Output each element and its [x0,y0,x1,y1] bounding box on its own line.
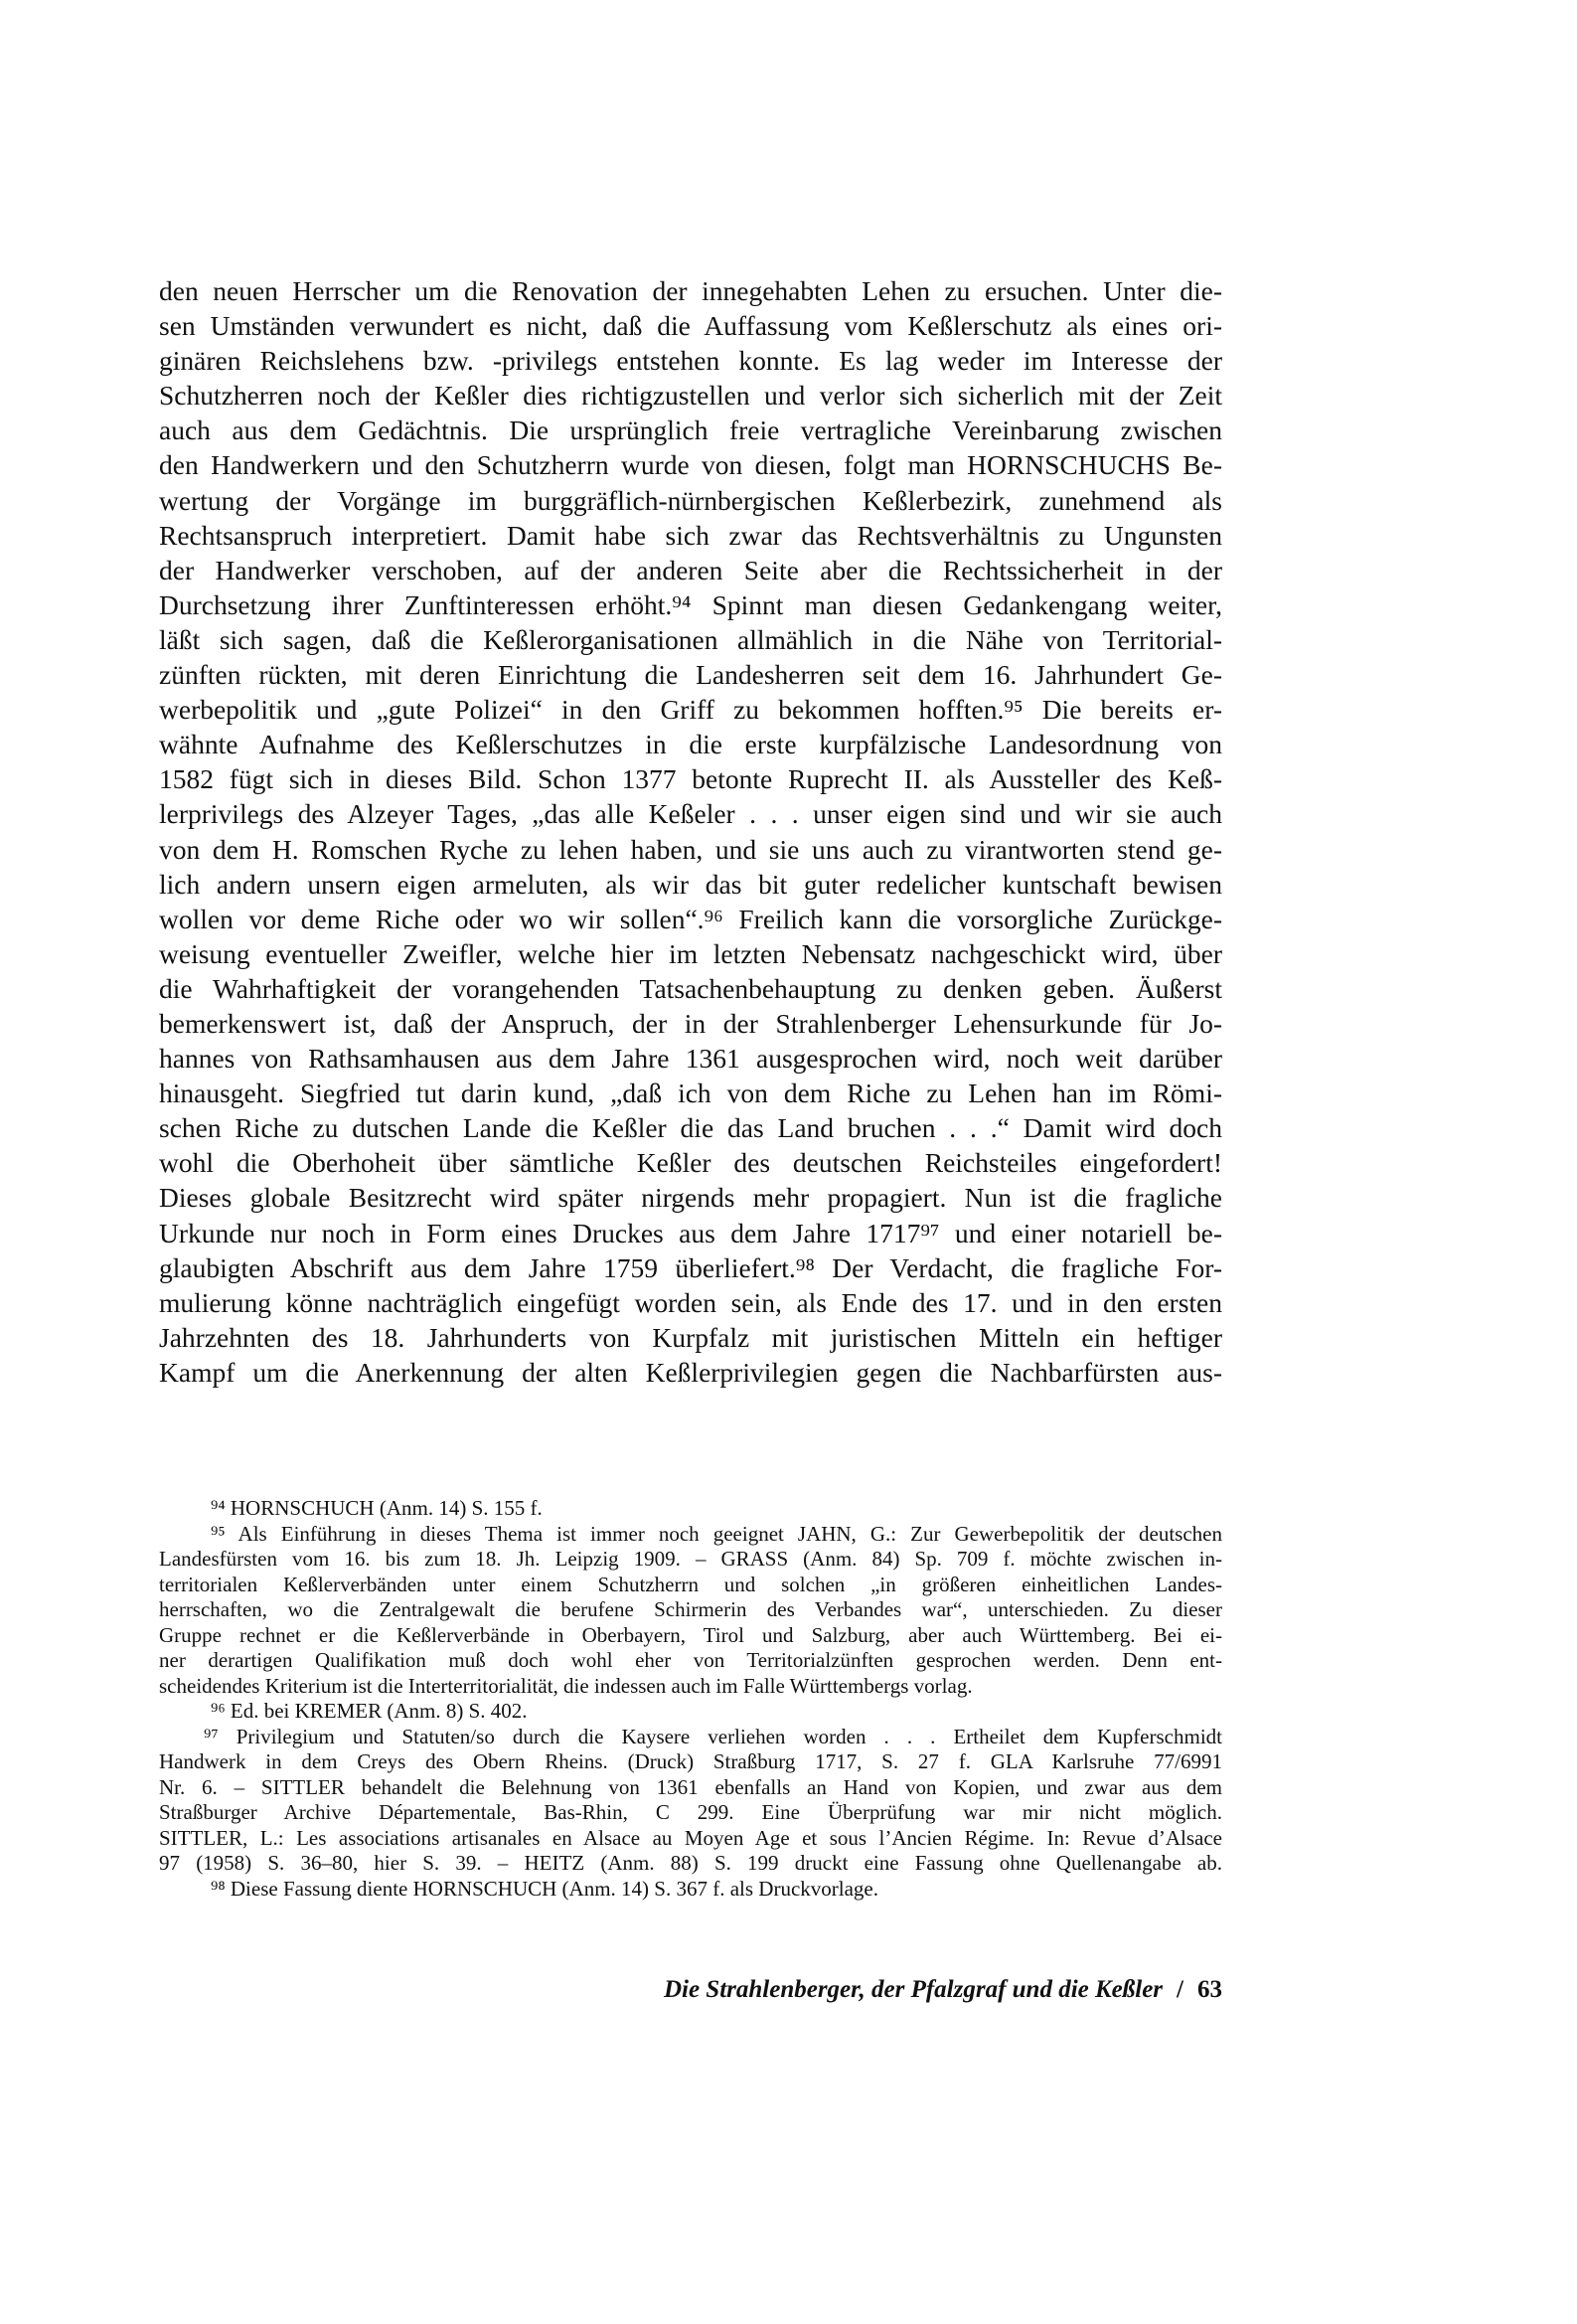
body-line: werbepolitik und „gute Polizei“ in den Griff zu bekommen hofften.⁹⁵ Die bereits er- [159,694,1222,726]
page-footer [616,1976,1222,2004]
body-line: lich andern unsern eigen armeluten, als wir das bit guter redelicher kuntschaft bewisen [159,868,1222,900]
body-line: Schutzherren noch der Keßler dies richtigzustellen und verlor sich sicherlich mit der Zeit [159,380,1222,412]
body-line: bemerkenswert ist, daß der Anspruch, der in der Strahlenberger Lehensurkunde für Jo- [159,1007,1222,1039]
body-line: zünften rückten, mit deren Einrichtung die Landesherren seit dem 16. Jahrhundert Ge- [159,659,1222,691]
footnote-line: ⁹⁸ Diese Fassung diente HORNSCHUCH (Anm. 14) S. 367 f. als Druckvorlage. [211,1876,878,1901]
body-line: Dieses globale Besitzrecht wird später nirgends mehr propagiert. Nun ist die fragliche [159,1182,1222,1214]
body-line: der Handwerker verschoben, auf der anderen Seite aber die Rechtssicherheit in der [159,554,1222,585]
body-line: sen Umständen verwundert es nicht, daß die Auffassung vom Keßlerschutz als eines ori- [159,310,1222,342]
footnote-line: Straßburger Archive Départementale, Bas-Rhin, C 299. Eine Überprüfung war mir nicht möglich. [159,1800,1222,1824]
body-line: den Handwerkern und den Schutzherrn wurde von diesen, folgt man HORNSCHUCHS Be- [159,449,1222,481]
body-line: glaubigten Abschrift aus dem Jahre 1759 überliefert.⁹⁸ Der Verdacht, die fragliche For- [159,1251,1222,1283]
body-text [159,273,1222,1390]
page-number: 63 [1197,1976,1222,2003]
body-line: Durchsetzung ihrer Zunftinteressen erhöht.⁹⁴ Spinnt man diesen Gedankengang weiter, [159,588,1222,620]
body-line: die Wahrhaftigkeit der vorangehenden Tatsachenbehauptung zu denken geben. Äußerst [159,972,1222,1004]
body-line: lerprivilegs des Alzeyer Tages, „das alle Keßeler . . . unser eigen sind und wir sie auch [159,798,1222,830]
footnote-line: ⁹⁶ Ed. bei KREMER (Anm. 8) S. 402. [211,1699,528,1723]
body-line: 1582 fügt sich in dieses Bild. Schon 1377 betonte Ruprecht II. als Aussteller des Keß- [159,763,1222,795]
body-line: mulierung könne nachträglich eingefügt worden sein, als Ende des 17. und in den ersten [159,1286,1222,1318]
footnotes [159,1496,1222,1902]
body-line: Urkunde nur noch in Form eines Druckes aus dem Jahre 1717⁹⁷ und einer notariell be- [159,1217,1222,1248]
body-line: wollen vor deme Riche oder wo wir sollen“.⁹⁶ Freilich kann die vorsorgliche Zurückge- [159,903,1222,934]
body-line: von dem H. Romschen Ryche zu lehen haben, und sie uns auch zu virantworten stend ge- [159,833,1222,865]
body-line: Kampf um die Anerkennung der alten Keßlerprivilegien gegen die Nachbarfürsten aus- [159,1356,1222,1388]
body-line: wertung der Vorgänge im burggräflich-nürnbergischen Keßlerbezirk, zunehmend als [159,484,1222,516]
footnote-line: scheidendes Kriterium ist die Interterritorialität, die indessen auch im Falle Württembergs vorlag. [159,1673,973,1698]
footnote-line: SITTLER, L.: Les associations artisanales en Alsace au Moyen Age et sous l’Ancien Régime. In: Revue d’Alsace [159,1825,1222,1850]
footnote-line: ⁹⁷ Privilegium und Statuten/so durch die Kaysere verliehen worden . . . Ertheilet dem Kupferschmidt [204,1724,1222,1748]
footnote-line: ner derartigen Qualifikation muß doch wohl eher von Territorialzünften gesprochen werden. Denn ent- [159,1648,1222,1672]
running-title: Die Strahlenberger, der Pfalzgraf und die Keßler [663,1976,1164,2003]
body-line: den neuen Herrscher um die Renovation der innegehabten Lehen zu ersuchen. Unter die- [159,275,1222,306]
body-line: hinausgeht. Siegfried tut darin kund, „daß ich von dem Riche zu Lehen han im Römi- [159,1078,1222,1109]
body-line: weisung eventueller Zweifler, welche hier im letzten Nebensatz nachgeschickt wird, über [159,937,1222,969]
body-line: schen Riche zu dutschen Lande die Keßler die das Land bruchen . . .“ Damit wird doch [159,1112,1222,1144]
footnote-line: territorialen Keßlerverbänden unter einem Schutzherrn und solchen „in größeren einheitlichen Landes- [159,1572,1222,1596]
footnote-line: Handwerk in dem Creys des Obern Rheins. (Druck) Straßburg 1717, S. 27 f. GLA Karlsruhe 77/6991 [159,1749,1222,1773]
footnote-line: herrschaften, wo die Zentralgewalt die berufene Schirmerin des Verbandes war“, unterschieden. Zu dieser [159,1597,1222,1621]
body-line: wohl die Oberhoheit über sämtliche Keßler des deutschen Reichsteiles eingefordert! [159,1147,1222,1179]
body-line: ginären Reichslehens bzw. -privilegs entstehen konnte. Es lag weder im Interesse der [159,345,1222,377]
footer-separator: / [1177,1976,1183,2003]
body-line: hannes von Rathsamhausen aus dem Jahre 1361 ausgesprochen wird, noch weit darüber [159,1043,1222,1075]
body-line: auch aus dem Gedächtnis. Die ursprünglich freie vertragliche Vereinbarung zwischen [159,415,1222,446]
footnote-line: Gruppe rechnet er die Keßlerverbände in Oberbayern, Tirol und Salzburg, aber auch Württemberg. Bei ei- [159,1622,1222,1647]
footnote-line: 97 (1958) S. 36–80, hier S. 39. – HEITZ (Anm. 88) S. 199 druckt eine Fassung ohne Quellenangabe ab. [159,1851,1222,1875]
body-line: läßt sich sagen, daß die Keßlerorganisationen allmählich in die Nähe von Territorial- [159,623,1222,655]
body-line: Rechtsanspruch interpretiert. Damit habe sich zwar das Rechtsverhältnis zu Ungunsten [159,519,1222,551]
footnote-line: Nr. 6. – SITTLER behandelt die Belehnung von 1361 ebenfalls an Hand von Kopien, und zwar aus dem [159,1774,1222,1799]
footnote-line: Landesfürsten vom 16. bis zum 18. Jh. Leipzig 1909. – GRASS (Anm. 84) Sp. 709 f. möchte zwischen in- [159,1547,1222,1571]
body-line: wähnte Aufnahme des Keßlerschutzes in die erste kurpfälzische Landesordnung von [159,729,1222,760]
body-line: Jahrzehnten des 18. Jahrhunderts von Kurpfalz mit juristischen Mitteln ein heftiger [159,1321,1222,1353]
footnote-line: ⁹⁴ HORNSCHUCH (Anm. 14) S. 155 f. [211,1496,543,1520]
footnote-line: ⁹⁵ Als Einführung in dieses Thema ist immer noch geeignet JAHN, G.: Zur Gewerbepolitik der deutschen [211,1521,1222,1546]
